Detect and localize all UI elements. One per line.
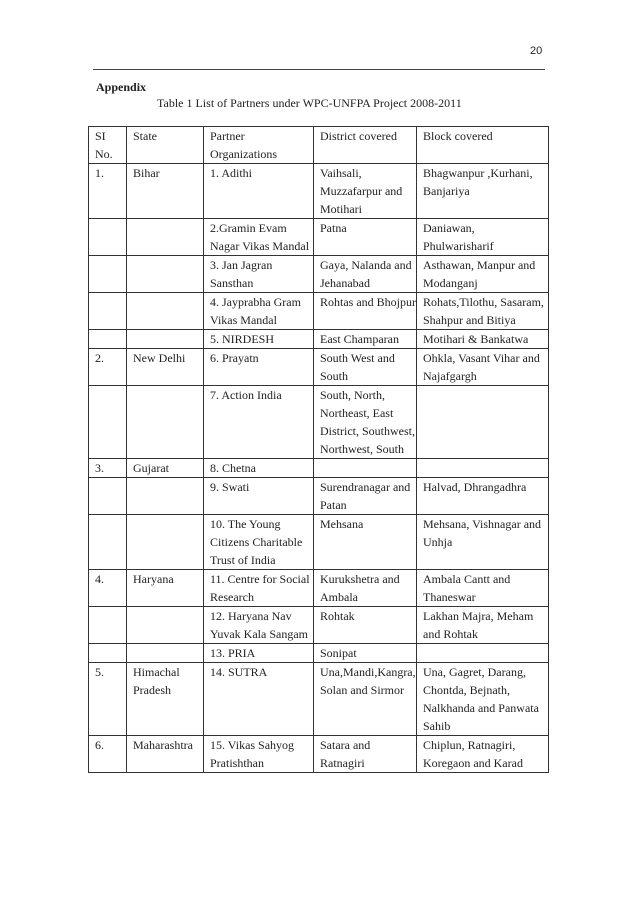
cell-partner: 4. Jayprabha Gram Vikas Mandal xyxy=(204,293,314,330)
cell-partner: 9. Swati xyxy=(204,478,314,515)
table-header-row xyxy=(89,127,549,164)
table-row xyxy=(89,736,549,773)
cell-block: Daniawan, Phulwarisharif xyxy=(417,219,549,256)
table-row xyxy=(89,330,549,349)
cell-sl-no xyxy=(89,293,127,330)
cell-state xyxy=(127,219,204,256)
header-block: Block covered xyxy=(417,127,549,164)
table-row xyxy=(89,386,549,459)
table-row xyxy=(89,478,549,515)
cell-block: Lakhan Majra, Meham and Rohtak xyxy=(417,607,549,644)
cell-sl-no xyxy=(89,219,127,256)
page-number: 20 xyxy=(530,45,543,57)
partners-table xyxy=(88,126,549,773)
cell-block: Motihari & Bankatwa xyxy=(417,330,549,349)
cell-district: Mehsana xyxy=(314,515,417,570)
cell-block: Ambala Cantt and Thaneswar xyxy=(417,570,549,607)
cell-state: Bihar xyxy=(127,164,204,219)
cell-sl-no: 4. xyxy=(89,570,127,607)
cell-partner: 6. Prayatn xyxy=(204,349,314,386)
cell-sl-no: 1. xyxy=(89,164,127,219)
header-sl-no: SI No. xyxy=(89,127,127,164)
cell-state: Maharashtra xyxy=(127,736,204,773)
cell-district: Vaihsali, Muzzafarpur and Motihari xyxy=(314,164,417,219)
cell-state: Himachal Pradesh xyxy=(127,663,204,736)
table-caption: Table 1 List of Partners under WPC-UNFPA Project 2008-2011 xyxy=(157,96,462,110)
cell-partner: 10. The Young Citizens Charitable Trust of India xyxy=(204,515,314,570)
header-rule xyxy=(93,69,545,70)
cell-sl-no xyxy=(89,330,127,349)
cell-district: Satara and Ratnagiri xyxy=(314,736,417,773)
table-row xyxy=(89,663,549,736)
cell-district: East Champaran xyxy=(314,330,417,349)
cell-district: Sonipat xyxy=(314,644,417,663)
cell-partner: 2.Gramin Evam Nagar Vikas Mandal xyxy=(204,219,314,256)
cell-partner: 15. Vikas Sahyog Pratishthan xyxy=(204,736,314,773)
header-partner: Partner Organizations xyxy=(204,127,314,164)
cell-state xyxy=(127,330,204,349)
cell-district: Surendranagar and Patan xyxy=(314,478,417,515)
cell-block: Mehsana, Vishnagar and Unhja xyxy=(417,515,549,570)
cell-block: Chiplun, Ratnagiri, Koregaon and Karad xyxy=(417,736,549,773)
cell-block xyxy=(417,644,549,663)
cell-sl-no: 5. xyxy=(89,663,127,736)
cell-partner: 1. Adithi xyxy=(204,164,314,219)
table-row xyxy=(89,164,549,219)
cell-partner: 7. Action India xyxy=(204,386,314,459)
cell-state xyxy=(127,607,204,644)
cell-sl-no xyxy=(89,386,127,459)
cell-block xyxy=(417,386,549,459)
cell-district: Gaya, Nalanda and Jehanabad xyxy=(314,256,417,293)
cell-partner: 8. Chetna xyxy=(204,459,314,478)
cell-block: Rohats,Tilothu, Sasaram, Shahpur and Bitiya xyxy=(417,293,549,330)
cell-district: South West and South xyxy=(314,349,417,386)
cell-state xyxy=(127,293,204,330)
table-row xyxy=(89,219,549,256)
cell-district: Rohtas and Bhojpur xyxy=(314,293,417,330)
cell-block: Bhagwanpur ,Kurhani, Banjariya xyxy=(417,164,549,219)
cell-district: Rohtak xyxy=(314,607,417,644)
cell-district: Patna xyxy=(314,219,417,256)
cell-sl-no xyxy=(89,644,127,663)
cell-partner: 3. Jan Jagran Sansthan xyxy=(204,256,314,293)
cell-state xyxy=(127,644,204,663)
cell-state xyxy=(127,386,204,459)
cell-partner: 11. Centre for Social Research xyxy=(204,570,314,607)
header-district: District covered xyxy=(314,127,417,164)
cell-state: New Delhi xyxy=(127,349,204,386)
cell-state: Gujarat xyxy=(127,459,204,478)
cell-block xyxy=(417,459,549,478)
cell-sl-no: 3. xyxy=(89,459,127,478)
cell-state xyxy=(127,478,204,515)
cell-block: Halvad, Dhrangadhra xyxy=(417,478,549,515)
table-row xyxy=(89,293,549,330)
table-row xyxy=(89,515,549,570)
cell-partner: 5. NIRDESH xyxy=(204,330,314,349)
cell-sl-no: 6. xyxy=(89,736,127,773)
cell-district: Kurukshetra and Ambala xyxy=(314,570,417,607)
cell-district xyxy=(314,459,417,478)
cell-district: Una,Mandi,Kangra, Solan and Sirmor xyxy=(314,663,417,736)
cell-sl-no xyxy=(89,478,127,515)
table-row xyxy=(89,349,549,386)
cell-block: Asthawan, Manpur and Modanganj xyxy=(417,256,549,293)
table-row xyxy=(89,644,549,663)
cell-partner: 12. Haryana Nav Yuvak Kala Sangam xyxy=(204,607,314,644)
cell-sl-no xyxy=(89,515,127,570)
cell-district: South, North, Northeast, East District, Southwest, Northwest, South xyxy=(314,386,417,459)
cell-partner: 13. PRIA xyxy=(204,644,314,663)
cell-sl-no xyxy=(89,607,127,644)
cell-block: Una, Gagret, Darang, Chontda, Bejnath, Nalkhanda and Panwata Sahib xyxy=(417,663,549,736)
appendix-title: Appendix xyxy=(96,80,147,94)
table-row xyxy=(89,459,549,478)
header-state: State xyxy=(127,127,204,164)
cell-partner: 14. SUTRA xyxy=(204,663,314,736)
cell-state xyxy=(127,256,204,293)
table-row xyxy=(89,570,549,607)
cell-sl-no xyxy=(89,256,127,293)
cell-block: Ohkla, Vasant Vihar and Najafgargh xyxy=(417,349,549,386)
cell-state xyxy=(127,515,204,570)
cell-state: Haryana xyxy=(127,570,204,607)
cell-sl-no: 2. xyxy=(89,349,127,386)
table-row xyxy=(89,256,549,293)
table-row xyxy=(89,607,549,644)
